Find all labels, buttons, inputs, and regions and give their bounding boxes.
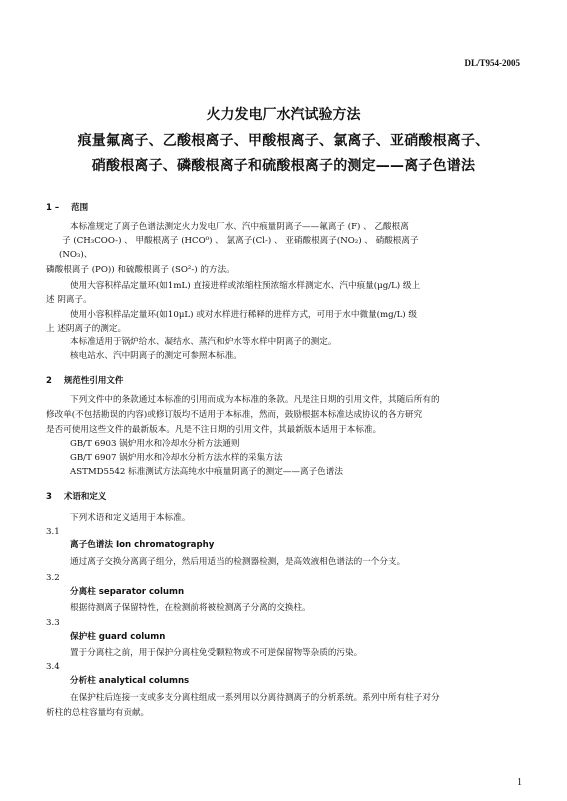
reference-gbt6903: GB/T 6903 锅炉用水和冷却水分析方法通则: [70, 439, 240, 449]
section-2-line: 修改单(不包括勘误的内容)或修订版均不适用于本标准，然而，鼓励根据本标准达成协议的各方研究: [46, 410, 423, 420]
term-label: 保护柱 guard column: [70, 632, 166, 642]
section-1-line: (NO₃)、: [59, 250, 93, 260]
term-number: 3.3: [46, 618, 60, 628]
term-label: 离子色谱法 Ion chromatography: [70, 540, 215, 550]
term-definition: 析柱的总柱容量均有贡献。: [46, 708, 150, 718]
section-1-line: 述 阴离子。: [46, 295, 92, 305]
section-3-title: 术语和定义: [63, 492, 107, 502]
title-line-3: 硝酸根离子、磷酸根离子和硫酸根离子的测定——离子色谱法: [91, 158, 476, 174]
term-number: 3.1: [46, 527, 60, 537]
section-2-heading: [46, 374, 135, 386]
section-2-number: 2: [46, 376, 52, 386]
section-1-line: 使用小容积样品定量环(如10μL) 或对水样进行稀释的进样方式，可用于水中微量(mg/L) 级: [70, 310, 417, 320]
section-1-line: 本标准规定了离子色谱法测定火力发电厂水、汽中痕量阴离子——氟离子 (F) 、 乙酸根离: [70, 222, 409, 232]
reference-gbt6907: GB/T 6907 锅炉用水和冷却水分析方法水样的采集方法: [70, 453, 283, 463]
section-3-intro: 下列术语和定义适用于本标准。: [70, 513, 191, 523]
term-label: 分析柱 analytical columns: [70, 676, 190, 686]
section-3-number: 3: [46, 492, 52, 502]
section-1-line: 磷酸根离子 (PO)) 和硫酸根离子 (SO²-) 的方法。: [46, 265, 235, 275]
section-1-line: 子 (CH₃COO-) 、 甲酸根离子 (HCO⁰) 、 氯离子(Cl-) 、 亚硝酸根离子(NO₂) 、 硝酸根离子: [62, 236, 419, 246]
section-1-heading: [46, 201, 100, 213]
section-1-line: 上 述阴离子的测定。: [46, 324, 127, 334]
section-3-heading: [46, 490, 118, 502]
title-line-1: 火力发电厂水汽试验方法: [206, 107, 361, 123]
section-1-line: 使用大容积样品定量环(如1mL) 直接进样或浓缩柱预浓缩水样测定水、汽中痕量(μg/L) 级上: [70, 281, 421, 291]
document-number: DL/T954-2005: [464, 58, 520, 68]
section-1-number: 1 –: [46, 203, 60, 213]
section-1-title: 范围: [71, 203, 89, 213]
term-definition: 置于分离柱之前，用于保护分离柱免受颗粒物或不可逆保留物等杂质的污染。: [70, 648, 363, 658]
term-definition: 通过离子交换分离离子组分，然后用适当的检测器检测，是高效液相色谱法的一个分支。: [70, 557, 406, 567]
term-number: 3.2: [46, 573, 60, 583]
reference-astm5542: ASTMD5542 标准测试方法高纯水中痕量阴离子的测定——离子色谱法: [70, 467, 343, 477]
section-2-title: 规范性引用文件: [63, 376, 124, 386]
section-1-line: 本标准适用于锅炉给水、凝结水、蒸汽和炉水等水样中阴离子的测定。: [70, 337, 337, 347]
page-number: 1: [517, 777, 522, 788]
section-2-line: 是否可使用这些文件的最新版本。凡是不注日期的引用文件，其最新版本适用于本标准。: [46, 425, 382, 435]
title-line-2: 痕量氟离子、乙酸根离子、甲酸根离子、氯离子、亚硝酸根离子、: [77, 133, 490, 149]
term-definition: 根据待测离子保留特性，在检测前将被检测离子分离的交换柱。: [70, 603, 311, 613]
term-number: 3.4: [46, 662, 60, 672]
term-label: 分离柱 separator column: [70, 587, 185, 597]
section-2-line: 下列文件中的条款通过本标准的引用而成为本标准的条款。凡是注日期的引用文件，其随后所有的: [70, 395, 440, 405]
section-1-line: 核电站水、汽中阴离子的测定可参照本标准。: [70, 351, 242, 361]
term-definition: 在保护柱后连接一支或多支分离柱组成一系列用以分离待测离子的分析系统。系列中所有柱子对分: [70, 693, 440, 703]
